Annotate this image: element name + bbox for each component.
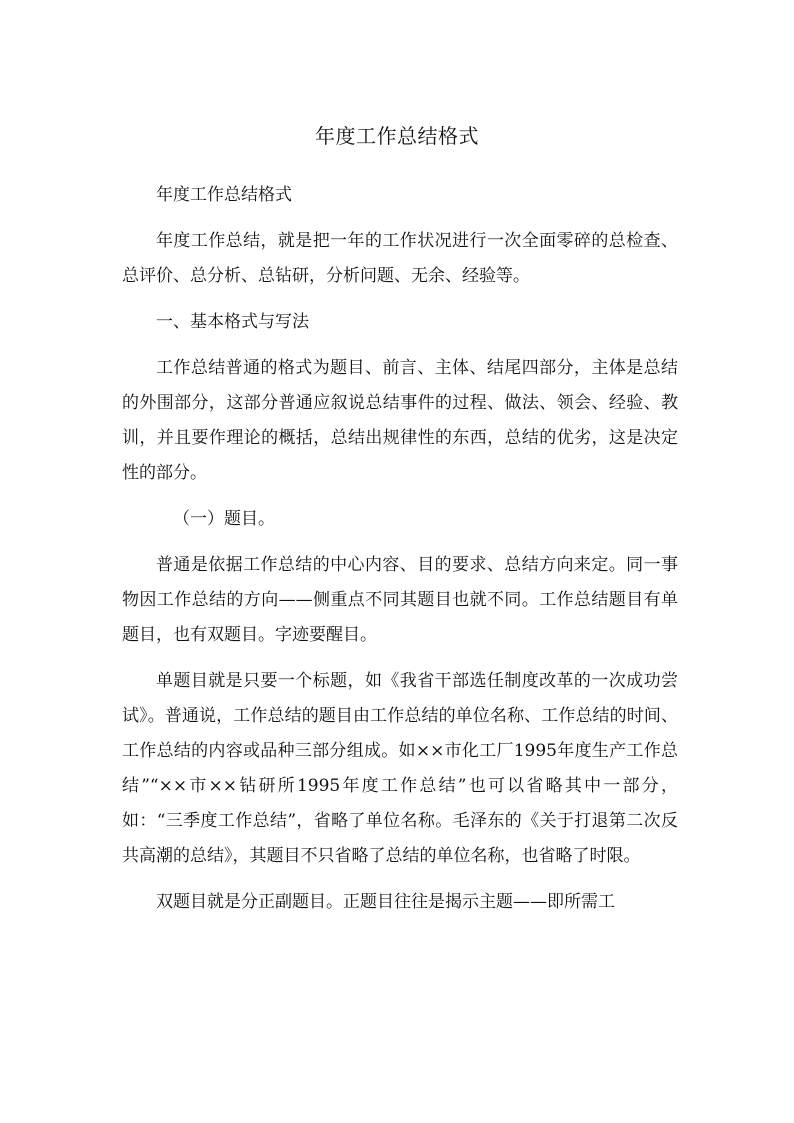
document-title: 年度工作总结格式 xyxy=(315,124,479,148)
document-body xyxy=(122,178,678,931)
paragraph-intro: 年度工作总结，就是把一年的工作状况进行一次全面零碎的总检查、总评价、总分析、总钻研，分析问题、无余、经验等。 xyxy=(122,231,678,286)
section-heading-basic-format: 一、基本格式与写法 xyxy=(156,312,309,332)
paragraph-single-title: 单题目就是只要一个标题，如《我省干部选任制度改革的一次成功尝试》。普通说，工作总结的题目由工作总结的单位名称、工作总结的时间、工作总结的内容或品种三部分组成。如××市化工厂1995年度生产工作总结”“××市××钻研所1995年度工作总结”也可以省略其中一部分，如：“三季度工作总结”，省略了单位名称。毛泽东的《关于打退第二次反共高潮的总结》，其题目不只省略了总结的单位名称，也省略了时限。 xyxy=(122,671,678,866)
paragraph-subtitle: 年度工作总结格式 xyxy=(156,185,292,205)
paragraph-double-title: 双题目就是分正副题目。正题目往往是揭示主题——即所需工 xyxy=(156,892,615,912)
subsection-heading-title: （一）题目。 xyxy=(173,509,275,529)
paragraph-format-description: 工作总结普通的格式为题目、前言、主体、结尾四部分，主体是总结的外围部分，这部分普通应叙说总结事件的过程、做法、领会、经验、教训，并且要作理论的概括，总结出规律性的东西，总结的优劣，这是决定性的部分。 xyxy=(122,358,678,483)
paragraph-title-basis: 普通是依据工作总结的中心内容、目的要求、总结方向来定。同一事物因工作总结的方向——侧重点不同其题目也就不同。工作总结题目有单题目，也有双题目。字迹要醒目。 xyxy=(122,555,678,645)
